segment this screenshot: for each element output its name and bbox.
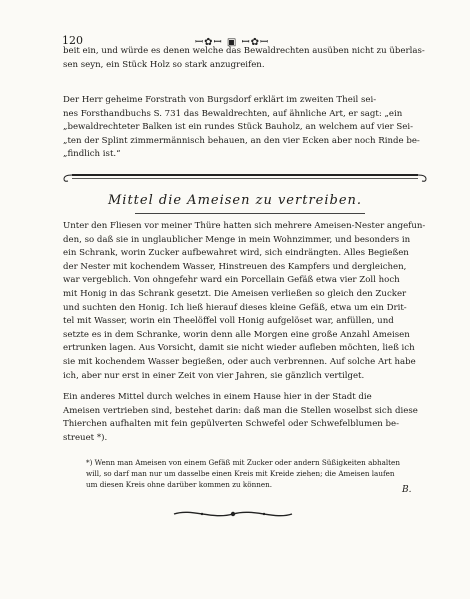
paragraph-ant-nests: Unter den Fliesen vor meiner Thüre hatten sich mehrere Ameisen-Nester angefun- den, so daß sie in unglaublicher Menge in mein Wohnzimmer, und besonders in ein Schrank, worin Zucker aufbewahret wird, sich eindrängten. Alles Begießen der Nester mit kochendem Wasser, Hinstreuen des Kampfers und dergleichen, war vergeblich. Von ohngefehr ward ein Porcellain Gefäß etwa vier Zoll hoch mit Honig in das Schrank gesetzt. Die Ameisen verließen so gleich den Zucker und suchten den Honig. Ich ließ hierauf dieses kleine Gefäß, etwa um ein Drit- tel mit Wasser, worin ein Theelöffel voll Honig aufgelöset war, anfüllen, und setzte es in dem Schranke, worin denn alle Morgen eine große Anzahl Ameisen ertrunken lagen. Aus Vorsicht, damit sie nicht wieder aufleben möchten, ließ ich sie mit kochendem Wasser begießen, oder auch verbrennen. Auf solche Art habe ich, aber nur erst in einer Zeit von vier Jahren, sie gänzlich vertilget. — [63, 221, 426, 381]
closing-ornament — [172, 508, 294, 520]
paragraph-burgsdorf-quote: Der Herr geheime Forstrath von Burgsdorf erklärt im zweiten Theil sei- nes Forsthandbuchs S. 731 das Bewaldrechten, auf ähnliche Art, er sagt: „ein „bewaldrechteter Balken ist ein rundes Stück Bauholz, an welchem auf vier Sei- „ten der Splint zimmermännisch behauen, an den vier Ecken aber noch Rinde be- „findlich ist.“ — [63, 95, 420, 160]
title-underline — [135, 213, 365, 214]
page-number: 120 — [62, 34, 83, 47]
paragraph-sulphur-remedy: Ein anderes Mittel durch welches in einem Hause hier in der Stadt die Ameisen vertrieben sind, bestehet darin: daß man die Stellen woselbst sich diese Thierchen aufhalten mit fein gepülverten Schwefel oder Schwefelblumen be- streuet *). — [63, 392, 418, 443]
footnote: *) Wenn man Ameisen von einem Gefäß mit Zucker oder andern Süßigkeiten abhalten will, so darf man nur um dasselbe einen Kreis mit Kreide ziehen; die Ameisen laufen um diesen Kreis ohne darüber kommen zu können. — [86, 458, 400, 489]
section-divider-ornament — [62, 171, 428, 183]
paragraph-continuation: beit ein, und würde es denen welche das Bewaldrechten ausüben nicht zu überlas- sen seyn, ein Stück Holz so stark anzugreifen. — [63, 46, 425, 70]
section-title: Mittel die Ameisen zu vertreiben. — [107, 193, 363, 208]
signature: B. — [402, 485, 412, 495]
header-ornament: ꟷ✿ꟷ ▣ ꟷ✿ꟷ — [195, 37, 270, 48]
